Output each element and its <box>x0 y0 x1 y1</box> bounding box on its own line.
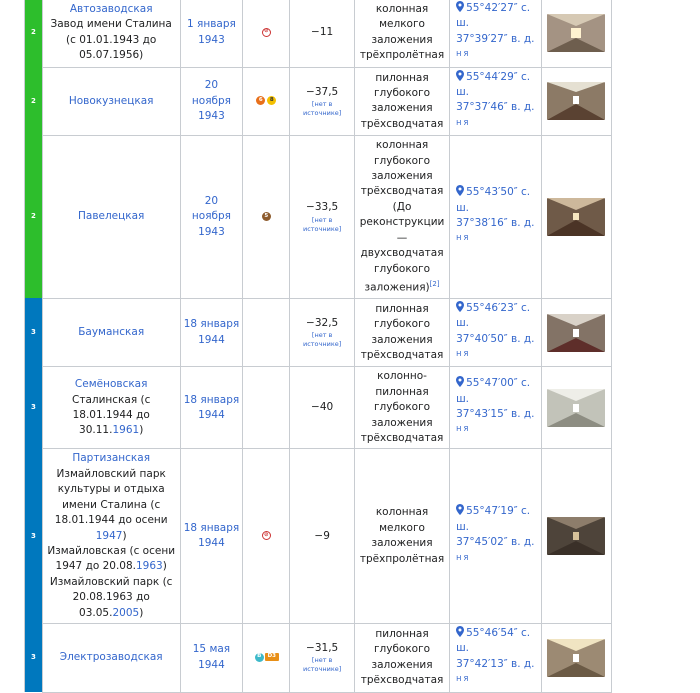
longitude-link[interactable]: 37°45′02″ в. д. <box>456 536 535 549</box>
longitude-link[interactable]: 37°42′13″ в. д. <box>456 657 535 670</box>
line-number: 2 <box>25 136 43 299</box>
opening-date[interactable]: 18 января 1944 <box>183 393 240 421</box>
station-link[interactable]: Автозаводская <box>69 3 153 15</box>
old-name-1: Измайловский парк культуры и отдыха имени Сталина (с 18.01.1944 до осени <box>54 467 168 527</box>
latitude-link[interactable]: 55°43′50″ с. ш. <box>456 186 531 214</box>
longitude-link[interactable]: 37°39′27″ в. д. <box>456 32 535 45</box>
station-link[interactable]: Бауманская <box>78 325 145 338</box>
old-name-3: Измайловский парк (с 20.08.1963 до 03.05. <box>49 575 173 619</box>
table-row <box>25 623 612 692</box>
no-transfer-icon: ⊘ <box>262 28 271 37</box>
table-row <box>25 367 612 449</box>
opening-date[interactable]: 1 января 1943 <box>187 18 236 46</box>
station-type: пилонная глубокого заложения трёхсводчатая <box>355 298 450 367</box>
station-type: колонно-пилонная глубокого заложения трёхсводчатая <box>355 367 450 449</box>
line-5-icon[interactable]: 5 <box>262 212 271 221</box>
station-link[interactable]: Партизанская <box>72 452 151 465</box>
line-8-icon[interactable]: 8 <box>267 96 276 105</box>
table-row <box>25 0 612 67</box>
line-b-icon[interactable]: B <box>255 653 264 662</box>
map-pin-icon[interactable] <box>456 301 464 312</box>
year-link[interactable]: 2005 <box>112 606 140 619</box>
latitude-link[interactable]: 55°46′54″ с. ш. <box>456 626 531 655</box>
opening-date[interactable]: 20 ноября 1943 <box>191 79 231 123</box>
depth: −32,5 <box>306 316 339 329</box>
no-source-note[interactable]: [нет в источнике] <box>302 656 342 674</box>
ny-links[interactable]: Н Я <box>456 425 469 434</box>
station-link[interactable]: Электрозаводская <box>59 651 163 664</box>
longitude-link[interactable]: 37°37′46″ в. д. <box>456 101 535 114</box>
longitude-link[interactable]: 37°43′15″ в. д. <box>456 407 535 420</box>
station-type: колонная глубокого заложения трёхсводчатая (До реконструкции — двухсводчатая глубокого заложения) <box>359 139 445 294</box>
old-name: Завод имени Сталина (с 01.01.1943 до 05.07.1956) <box>50 18 172 62</box>
line-number: 3 <box>25 367 43 449</box>
ny-links[interactable]: Н Я <box>456 553 469 562</box>
depth: −11 <box>311 26 334 39</box>
depth: −40 <box>311 401 334 414</box>
station-photo[interactable] <box>547 517 605 555</box>
opening-date[interactable]: 18 января 1944 <box>183 521 240 550</box>
station-type: колонная мелкого заложения трёхпролётная <box>355 0 450 67</box>
old-name-text: Сталинская (с 18.01.1944 до 30.11. <box>72 393 151 437</box>
no-source-note[interactable]: [нет в источнике] <box>302 331 342 349</box>
opening-date[interactable]: 18 января 1944 <box>183 318 240 346</box>
depth: −37,5 <box>306 85 339 98</box>
map-pin-icon[interactable] <box>456 376 464 387</box>
map-pin-icon[interactable] <box>456 185 464 196</box>
ny-links[interactable]: Н Я <box>456 50 469 59</box>
stations-table <box>24 0 612 693</box>
map-pin-icon[interactable] <box>456 1 464 12</box>
old-name-suffix: ) <box>139 424 144 437</box>
station-type: пилонная глубокого заложения трёхсводчатая <box>355 67 450 136</box>
station-link[interactable]: Павелецкая <box>77 210 145 223</box>
station-photo[interactable] <box>547 639 605 677</box>
line-number: 3 <box>25 298 43 367</box>
old-name <box>72 394 150 437</box>
year-link[interactable]: 1947 <box>95 529 123 542</box>
table-row <box>25 67 612 136</box>
ny-links[interactable]: Н Я <box>456 234 469 243</box>
opening-date[interactable]: 15 мая 1944 <box>192 643 231 671</box>
longitude-link[interactable]: 37°40′50″ в. д. <box>456 332 535 345</box>
year-link[interactable]: 1961 <box>112 424 140 437</box>
station-link[interactable]: Семёновская <box>74 378 148 391</box>
old-name-2: Измайловская (с осени 1947 до 20.08. <box>47 544 176 573</box>
table-row <box>25 136 612 299</box>
opening-date[interactable]: 20 ноября 1943 <box>191 194 231 238</box>
depth: −9 <box>314 529 330 542</box>
station-photo[interactable] <box>547 14 605 52</box>
latitude-link[interactable]: 55°47′19″ с. ш. <box>456 505 531 533</box>
depth: −31,5 <box>306 642 339 655</box>
station-photo[interactable] <box>547 198 605 236</box>
latitude-link[interactable]: 55°44′29″ с. ш. <box>456 70 531 99</box>
no-source-note[interactable]: [нет в источнике] <box>302 100 342 118</box>
station-photo[interactable] <box>547 314 605 352</box>
latitude-link[interactable]: 55°42′27″ с. ш. <box>456 2 531 30</box>
station-type: пилонная глубокого заложения трёхсводчатая <box>355 623 450 692</box>
station-link[interactable]: Новокузнецкая <box>68 94 154 107</box>
latitude-link[interactable]: 55°46′23″ с. ш. <box>456 301 531 330</box>
ny-links[interactable]: Н Я <box>456 350 469 359</box>
latitude-link[interactable]: 55°47′00″ с. ш. <box>456 377 531 405</box>
station-type: колонная мелкого заложения трёхпролётная <box>355 449 450 623</box>
map-pin-icon[interactable] <box>456 504 464 515</box>
table-row: 3 Партизанская Измайловский парк культуры и отдыха имени Сталина (с 18.01.1944 до осени 1947) Измайловская (с осени 1947 до 20.08.1963) Измайловский парк (с 20.08.1963 до 03.05.2005) 18 января 1944 ⊘ −9 колонная мелкого заложения трёхпролётная 55°47′19″ с. ш. 37°45′02″ в. д. $^{Н Я}$ <box>25 449 612 623</box>
line-number: 3 <box>25 623 43 692</box>
reference-link[interactable]: [2] <box>429 279 440 288</box>
no-transfer-icon: ⊘ <box>262 531 271 540</box>
map-pin-icon[interactable] <box>456 626 464 637</box>
map-pin-icon[interactable] <box>456 70 464 81</box>
ny-links[interactable]: Н Я <box>456 675 469 684</box>
line-d3-icon[interactable]: D3 <box>265 653 279 661</box>
line-6-icon[interactable]: 6 <box>256 96 265 105</box>
depth: −33,5 <box>306 201 339 214</box>
year-link[interactable]: 1963 <box>136 560 163 573</box>
station-photo[interactable] <box>547 82 605 120</box>
station-photo[interactable] <box>547 389 605 427</box>
line-number: 3 <box>25 449 43 623</box>
ny-links[interactable]: Н Я <box>456 118 469 127</box>
no-source-note[interactable]: [нет в источнике] <box>302 215 342 233</box>
longitude-link[interactable]: 37°38′16″ в. д. <box>456 217 535 230</box>
table-row <box>25 298 612 367</box>
line-number: 2 <box>25 67 43 136</box>
line-number: 2 <box>25 0 43 67</box>
